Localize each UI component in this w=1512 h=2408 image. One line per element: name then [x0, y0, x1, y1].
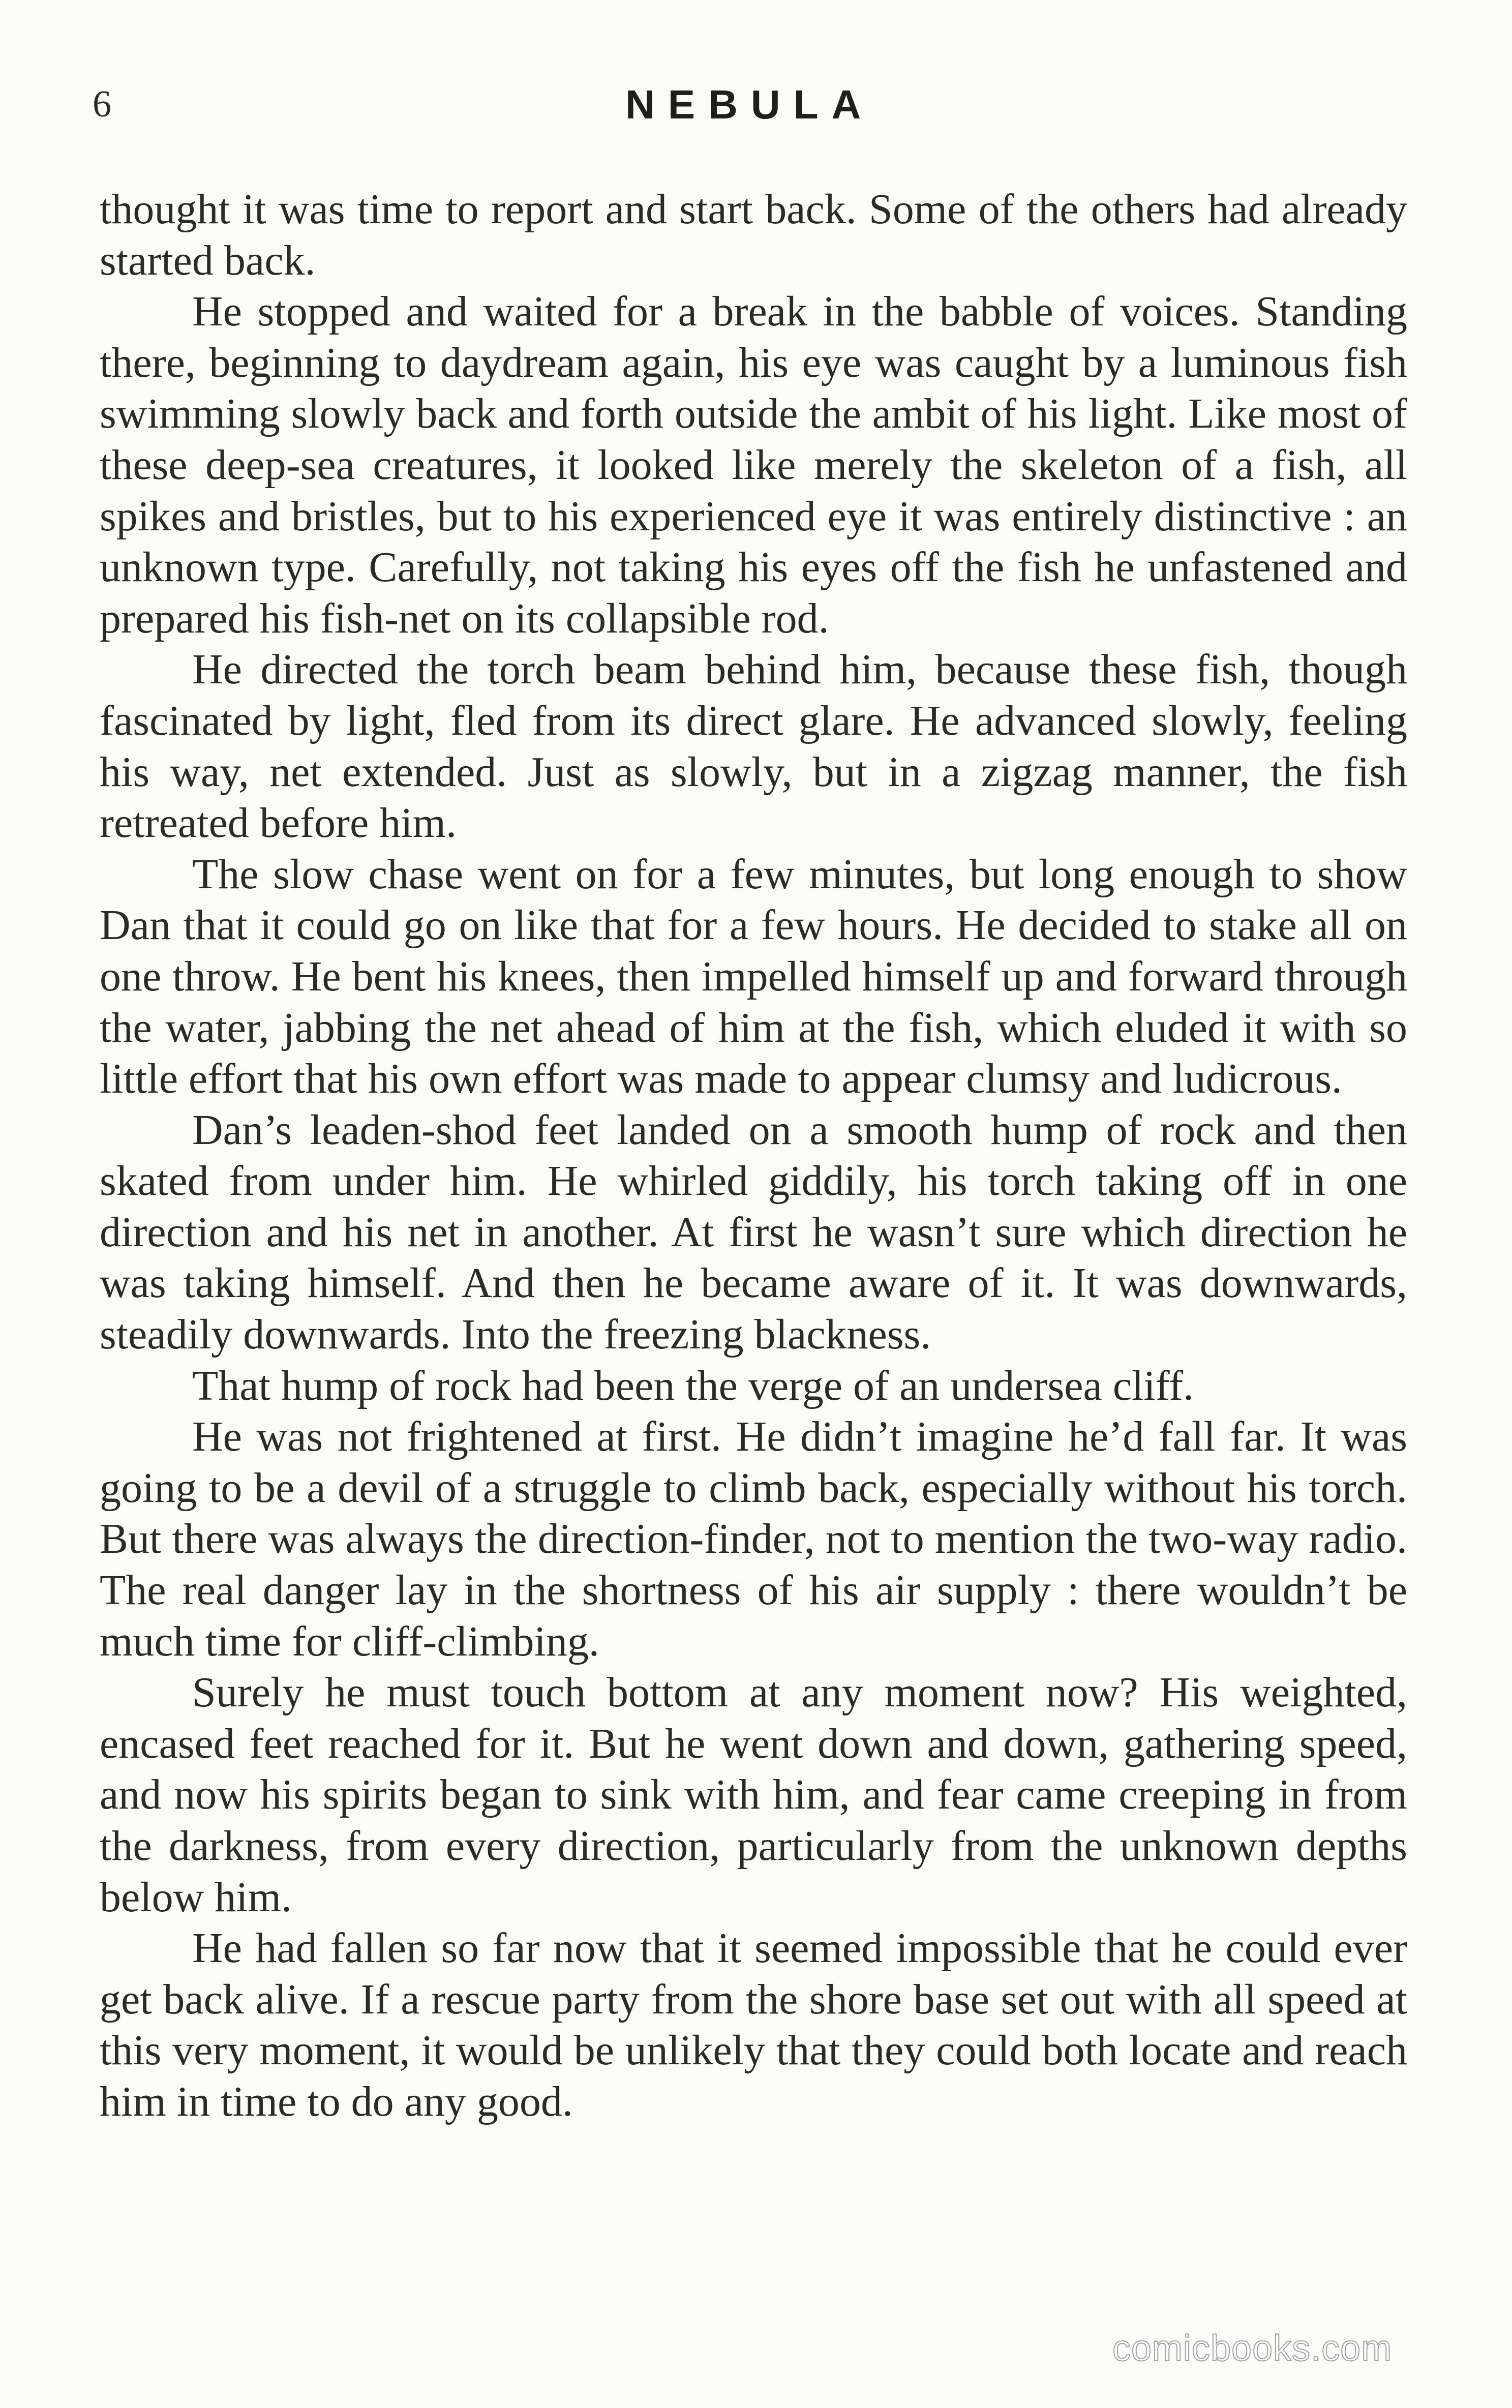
paragraph: He was not frightened at first. He didn’t imagine he’d fall far. It was going to be a devil of a struggle to climb back, especially without his torch. But there was always the direction-finder, not to mention the two-way radio. The real danger lay in the shortness of his air supply : there wouldn’t be much time for cliff-climbing. [100, 1413, 1407, 1665]
paragraph: Dan’s leaden-shod feet landed on a smooth hump of rock and then skated from under him. He whirled giddily, his torch taking off in one direction and his net in another. At first he wasn’t sure which direction he was taking himself. And then he became aware of it. It was downwards, steadily downwards. Into the freezing blackness. [100, 1106, 1407, 1359]
running-head-title: NEBULA [625, 82, 874, 127]
body-text [100, 184, 1407, 2128]
page-number: 6 [93, 83, 111, 125]
paragraph: He had fallen so far now that it seemed impossible that he could ever get back alive. If a rescue party from the shore base set out with all speed at this very moment, it would be unlikely that they could both locate and reach him in time to do any good. [100, 1924, 1407, 2125]
paragraph: Surely he must touch bottom at any moment now? His weighted, encased feet reached for it. But he went down and down, gathering speed, and now his spirits began to sink with him, and fear came creeping in from the darkness, from every direction, particularly from the unknown depths below him. [100, 1669, 1407, 1921]
paragraph: He stopped and waited for a break in the babble of voices. Standing there, beginning to daydream again, his eye was caught by a luminous fish swimming slowly back and forth outside the ambit of his light. Like most of these deep-sea creatures, it looked like merely the skeleton of a fish, all spikes and bristles, but to his experienced eye it was entirely distinctive : an unknown type. Carefully, not taking his eyes off the fish he unfastened and prepared his fish-net on its collapsible rod. [100, 288, 1407, 642]
paragraph: The slow chase went on for a few minutes, but long enough to show Dan that it could go on like that for a few hours. He decided to stake all on one throw. He bent his knees, then impelled himself up and forward through the water, jabbing the net ahead of him at the fish, which eluded it with so little effort that his own effort was made to appear clumsy and ludicrous. [100, 850, 1407, 1103]
watermark: comicbooks.com [1112, 2328, 1393, 2369]
paragraph: He directed the torch beam behind him, because these fish, though fascinated by light, fled from its direct glare. He advanced slowly, feeling his way, net extended. Just as slowly, but in a zigzag manner, the fish retreated before him. [100, 646, 1407, 847]
paragraph: That hump of rock had been the verge of an undersea cliff. [192, 1362, 1194, 1409]
paragraph: thought it was time to report and start back. Some of the others had already started back. [100, 186, 1407, 284]
show-through-text [386, 76, 416, 114]
